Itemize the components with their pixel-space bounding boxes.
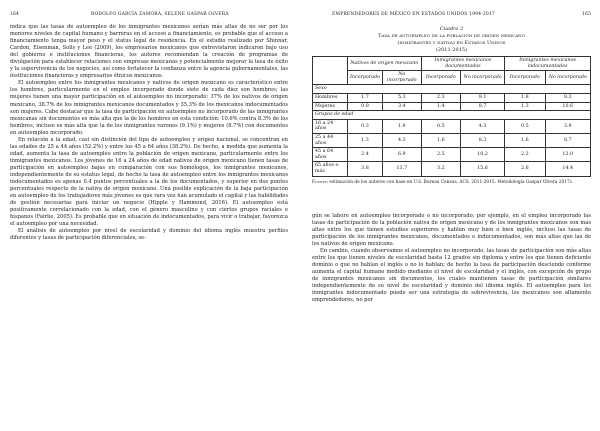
table-row xyxy=(313,162,591,176)
table-cell: 3.9 xyxy=(545,119,590,133)
section-label: Sexo xyxy=(313,85,591,94)
table-cell: 8.3 xyxy=(545,93,590,102)
table-block xyxy=(312,26,591,186)
table-cell: 8.7 xyxy=(545,133,590,147)
table-cell: 13.7 xyxy=(382,162,421,176)
section-label: Grupos de edad xyxy=(313,111,591,120)
table-row xyxy=(313,133,591,147)
table-cell: 3.2 xyxy=(421,162,460,176)
table-cell: 8.3 xyxy=(461,133,505,147)
section-row xyxy=(313,85,591,94)
table-cell: 0.5 xyxy=(421,119,460,133)
table-cell: 1.6 xyxy=(421,133,460,147)
paragraph: gún se labore en autoempleo incorporado o no incorporado; por ejemplo, en el empleo incorporado las tasas de participación de la población nativa de origen mexicano y de los inmigrantes mexicanos son más altas entre los que tienen estudios superiores y hablan muy bien o bien inglés, incluso las tasas de participación de los inmigrantes mexicanos, documentados e indocumentados, son más altas que las de los nativos de origen mexicano. xyxy=(312,212,591,247)
table-cell: 2.3 xyxy=(421,93,460,102)
table-title-years: (2011-2015) xyxy=(435,47,468,53)
table-cell: 1.7 xyxy=(348,93,383,102)
table-cell: 5.3 xyxy=(382,93,421,102)
right-running-title: EMPRENDEDORES DE MÉXICO EN ESTADOS UNIDOS 1994-2017 xyxy=(332,12,495,17)
table-cell: 1.9 xyxy=(382,119,421,133)
sub-header: Incorporado xyxy=(421,71,460,85)
right-page-number: 165 xyxy=(581,12,591,17)
table-cell: 10.6 xyxy=(545,102,590,111)
section-row xyxy=(313,111,591,120)
table-cell: 1.3 xyxy=(505,102,545,111)
table-cell: 3.4 xyxy=(382,102,421,111)
table-caption xyxy=(312,26,591,54)
table-cell: 1.6 xyxy=(505,133,545,147)
paragraph: El autoempleo entre los inmigrantes mexicanos y nativos de origen mexicano es característico entre los hombres, particularmente en el empleo incorporado donde siete de cada diez son hombres; las mujeres tienen una mayor participación en el autoempleo no incorporado: 37% de los nativos de origen mexicano, 38.7% de los inmigrantes mexicanos documentados y 35.3% de los mexicanos indocumentados son mujeres. Cabe destacar que la tasa de participación en autoempleo no incorporado de las inmigrantes mexicanas sin documentos es más alta que la de los hombres en esta condición: 10.6% contra 8.3% de los hombres, incluso es más alta que la de los inmigrantes varones (9.1%) y mujeres (8.7%) con documentos en autoempleo incorporado. xyxy=(10,80,288,136)
paragraph: El análisis de autoempleo por nivel de escolaridad y dominio del idioma inglés muestra perfiles diferentes y tasas de participación diferenciales, se- xyxy=(10,228,288,242)
table-cell: 2.4 xyxy=(348,148,383,162)
sub-header: No incorporado xyxy=(382,71,421,85)
right-page xyxy=(300,0,600,431)
table-cell: 12.0 xyxy=(545,148,590,162)
source-text: estimación de los autores con base en U.S. Bureau Census, ACS, 2011-2015. Metodología Gaspar Olvera 2017c. xyxy=(329,179,574,185)
table-row xyxy=(313,119,591,133)
table-title-line: (inmigrantes y nativa) en Estados Unidos xyxy=(397,40,506,46)
table-cell: 0.9 xyxy=(348,102,383,111)
row-label: Mujeres xyxy=(313,102,348,111)
table-cell: 2.2 xyxy=(505,148,545,162)
right-running-head xyxy=(312,10,591,20)
sub-header: Incorporado xyxy=(505,71,545,85)
source-label: Fuente: xyxy=(312,179,328,185)
group-header: Inmigrantes mexicanos documentados xyxy=(421,57,505,71)
table-source xyxy=(312,180,591,186)
table-cell: 4.3 xyxy=(382,133,421,147)
table-cell: 0.3 xyxy=(348,119,383,133)
table-row xyxy=(313,148,591,162)
group-header: Inmigrantes mexicanos indocumentados xyxy=(505,57,591,71)
table-row xyxy=(313,102,591,111)
table-cell: 8.7 xyxy=(461,102,505,111)
corner-cell xyxy=(313,57,348,85)
table-cell: 1.8 xyxy=(505,93,545,102)
table-cell: 4.3 xyxy=(461,119,505,133)
table-body xyxy=(313,85,591,176)
sub-header: No incorporado xyxy=(461,71,505,85)
left-running-head xyxy=(10,10,288,20)
table-title-line: Tasa de autoempleo de la población de origen mexicano xyxy=(378,33,525,39)
group-header: Nativos de origen mexicano xyxy=(348,57,422,71)
table-cell: 14.4 xyxy=(545,162,590,176)
table-cell: 3.8 xyxy=(348,162,383,176)
table-cell: 10.2 xyxy=(461,148,505,162)
row-label: 25 a 44 años xyxy=(313,133,348,147)
table-label: Cuadro 2 xyxy=(439,26,464,32)
row-label: 45 a 64 años xyxy=(313,148,348,162)
right-body-text xyxy=(312,213,591,305)
left-page-number: 164 xyxy=(10,12,20,17)
table-cell: 1.3 xyxy=(348,133,383,147)
paragraph: En cambio, cuando observamos el autoempleo no incorporado, las tasas de participación son más altas entre los que tienen niveles de escolaridad hasta 12 grados sin diploma y entre los que tienen deficiente dominio o que no hablan el inglés o no lo hablan; de hecho la tasa de participación desciende conforme aumenta el capital humano medido mediante el nivel de escolaridad y el inglés, con excepción de grupo de inmigrantes mexicanos sin documentos, los cuales mantienen tasas de participación similares independientemente de su nivel de escolaridad y dominio del idioma inglés. El autoempleo para los inmigrantes indocumentado puede ser una estrategia de sobrevivencia, los mexicanos son altamente emprendedores, no por xyxy=(312,247,591,304)
table-cell: 1.4 xyxy=(421,102,460,111)
row-label: 65 años o más xyxy=(313,162,348,176)
data-table xyxy=(312,56,591,177)
paragraph: indica que las tasas de autoempleo de los inmigrantes mexicanos serían más altas de no ser por los menores niveles de capital humano y barreras en el acceso a financiamiento, es probable que el acceso a financiamiento tenga mayor peso y el status legal de residencia. En el estudio realizado por Shinnar, Cardon, Eisenman, Solis y Lee (2009), los empresarios mexicanos que entrevistaron indicaron bajo uso del gobierno e instituciones financieras, los autores recomiendan la creación de programas de divulgación para establecer relaciones con empresas mexicanas y potencialmente mejorar la tasa de éxito y la supervivencia de los negocios, así como fortalecer la confianza entre la agencia gubernamentales, las instituciones financieras y empresarios étnicos mexicanos. xyxy=(10,24,288,80)
sub-header: No incorporado xyxy=(545,71,590,85)
table-cell: 9.1 xyxy=(461,93,505,102)
table-cell: 6.9 xyxy=(382,148,421,162)
table-cell: 2.5 xyxy=(421,148,460,162)
table-cell: 2.6 xyxy=(505,162,545,176)
row-label: Hombres xyxy=(313,93,348,102)
sub-header: Incorporado xyxy=(348,71,383,85)
row-label: 16 a 24 años xyxy=(313,119,348,133)
table-row xyxy=(313,93,591,102)
table-cell: 0.5 xyxy=(505,119,545,133)
table-cell: 15.6 xyxy=(461,162,505,176)
left-body-text xyxy=(10,24,288,242)
paragraph: En relación a la edad, casi sin distinción del tipo de autoempleo y origen nacional, se concentran en las edades de 25 a 44 años (52.2%) y entre los 45 a 64 años (38.2%). De hecho, a medida que aumenta la edad, aumenta la tasa de autoempleo entre la población de origen mexicano, particularmente entre los inmigrantes mexicanos. Los jóvenes de 16 a 24 años de edad nativos de origen mexicano tienen tasas de participación en autoempleo bajas en comparación con sus homólogos, los inmigrantes mexicanos, independientemente de su estatus legal, de hecho la tasa de autoempleo entre los inmigrantes mexicanos indocumentados es apenas 0.4 puntos porcentuales a la de los documentados, y superior en dos puntos porcentuales respecto de la nativa de origen mexicano. Una posible explicación de la baja participación en autoempleo de los trabajadores más jóvenes es que rara vez han acumulado el capital y las habilidades de gestión necesarias para iniciar un negocio (Hipple y Hammond, 2016). El autoempleo está positivamente correlacionado con la edad, con el género masculino y con ciertos grupos raciales e hispanos (Fairlie, 2005). Es probable que en situación de indocumentados, para vivir o trabajar, favorezca el autoempleo por una necesidad. xyxy=(10,136,288,228)
left-running-title: RODOLFO GARCÍA ZAMORA, SELENE GASPAR OLVERA xyxy=(91,12,229,17)
